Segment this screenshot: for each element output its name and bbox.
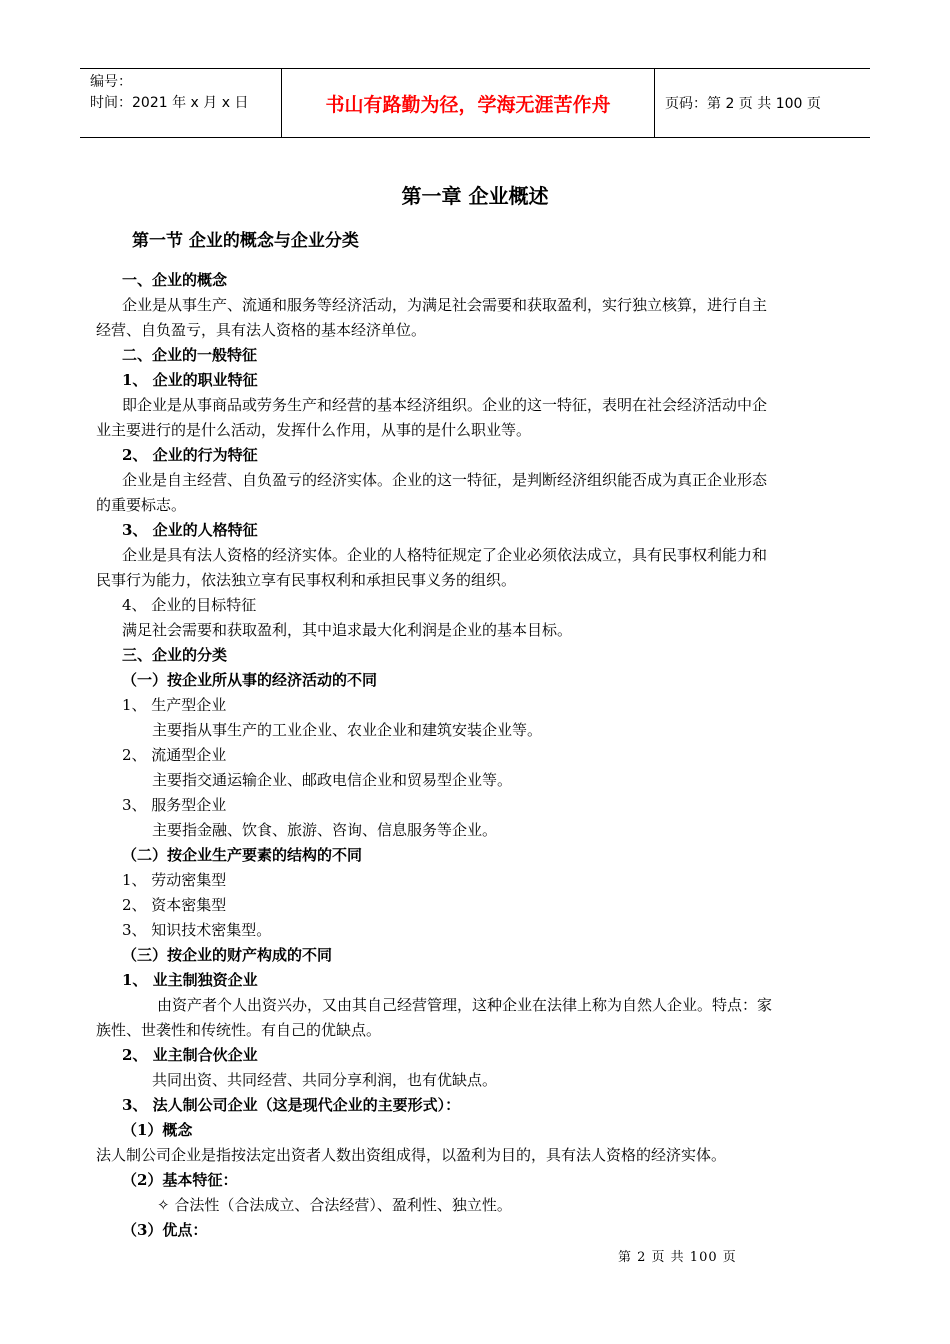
- document-body: [96, 226, 860, 1243]
- list-item: 3、 知识技术密集型。: [122, 921, 272, 939]
- paragraph-line: 企业是自主经营、自负盈亏的经济实体。企业的这一特征，是判断经济组织能否成为真正企业形态: [122, 471, 768, 489]
- heading-1: 三、企业的分类: [122, 646, 228, 664]
- heading-4: （1）概念: [122, 1121, 193, 1139]
- heading-3: （三）按企业的财产构成的不同: [122, 946, 333, 964]
- paragraph-line: 族性、世袭性和传统性。有自己的优缺点。: [96, 1021, 382, 1039]
- section-title: 第一节 企业的概念与企业分类: [132, 231, 359, 251]
- paragraph-line: 的重要标志。: [96, 496, 187, 514]
- header-page-number: 页码：第 2 页 共 100 页: [665, 96, 821, 112]
- heading-2: 2、 企业的行为特征: [122, 446, 258, 464]
- paragraph-line: 即企业是从事商品或劳务生产和经营的基本经济组织。企业的这一特征，表明在社会经济活动中企: [122, 396, 768, 414]
- chapter-title: 第一章 企业概述: [401, 184, 549, 208]
- bullet-item: ✧ 合法性（合法成立、合法经营）、盈利性、独立性。: [157, 1196, 512, 1214]
- header-time: 时间：2021 年 x 月 x 日: [90, 95, 249, 111]
- heading-3: （一）按企业所从事的经济活动的不同: [122, 671, 378, 689]
- heading-3: （二）按企业生产要素的结构的不同: [122, 846, 363, 864]
- list-item: 2、 资本密集型: [122, 896, 227, 914]
- heading-1: 一、企业的概念: [122, 271, 228, 289]
- heading-2: 4、 企业的目标特征: [122, 596, 257, 614]
- paragraph-line: 民事行为能力，依法独立享有民事权利和承担民事义务的组织。: [96, 571, 517, 589]
- heading-2: 2、 业主制合伙企业: [122, 1046, 258, 1064]
- paragraph-line: 满足社会需要和获取盈利，其中追求最大化利润是企业的基本目标。: [122, 621, 573, 639]
- heading-4: （3）优点：: [122, 1221, 208, 1239]
- paragraph-line: 企业是从事生产、流通和服务等经济活动，为满足社会需要和获取盈利，实行独立核算，进行自主: [122, 296, 768, 314]
- paragraph-line: 企业是具有法人资格的经济实体。企业的人格特征规定了企业必须依法成立，具有民事权利能力和: [122, 546, 768, 564]
- heading-2: 1、 业主制独资企业: [122, 971, 258, 989]
- list-item-description: 主要指从事生产的工业企业、农业企业和建筑安装企业等。: [152, 721, 543, 739]
- list-item-description: 主要指交通运输企业、邮政电信企业和贸易型企业等。: [152, 771, 513, 789]
- list-item: 2、 流通型企业: [122, 746, 227, 764]
- paragraph-line: 经营、自负盈亏，具有法人资格的基本经济单位。: [96, 321, 427, 339]
- list-item: 1、 生产型企业: [122, 696, 227, 714]
- paragraph-line: 共同出资、共同经营、共同分享利润，也有优缺点。: [152, 1071, 498, 1089]
- list-item: 1、 劳动密集型: [122, 871, 227, 889]
- heading-2: 1、 企业的职业特征: [122, 371, 258, 389]
- header-meta: [80, 69, 282, 137]
- header-motto: 书山有路勤为径，学海无涯苦作舟: [282, 69, 655, 137]
- paragraph-line: 业主要进行的是什么活动，发挥什么作用，从事的是什么职业等。: [96, 421, 532, 439]
- header-code: 编号：: [90, 74, 132, 90]
- list-item-description: 主要指金融、饮食、旅游、咨询、信息服务等企业。: [152, 821, 498, 839]
- page-footer: 第 2 页 共 100 页: [618, 1250, 737, 1265]
- heading-2: 3、 法人制公司企业（这是现代企业的主要形式）：: [122, 1096, 461, 1114]
- paragraph-line: 法人制公司企业是指按法定出资者人数出资组成得，以盈利为目的，具有法人资格的经济实体。: [96, 1146, 727, 1164]
- page-header: [80, 68, 870, 138]
- heading-2: 3、 企业的人格特征: [122, 521, 258, 539]
- heading-4: （2）基本特征：: [122, 1171, 238, 1189]
- heading-1: 二、企业的一般特征: [122, 346, 258, 364]
- paragraph-line: 由资产者个人出资兴办，又由其自己经营管理，这种企业在法律上称为自然人企业。特点：家: [157, 996, 773, 1014]
- list-item: 3、 服务型企业: [122, 796, 227, 814]
